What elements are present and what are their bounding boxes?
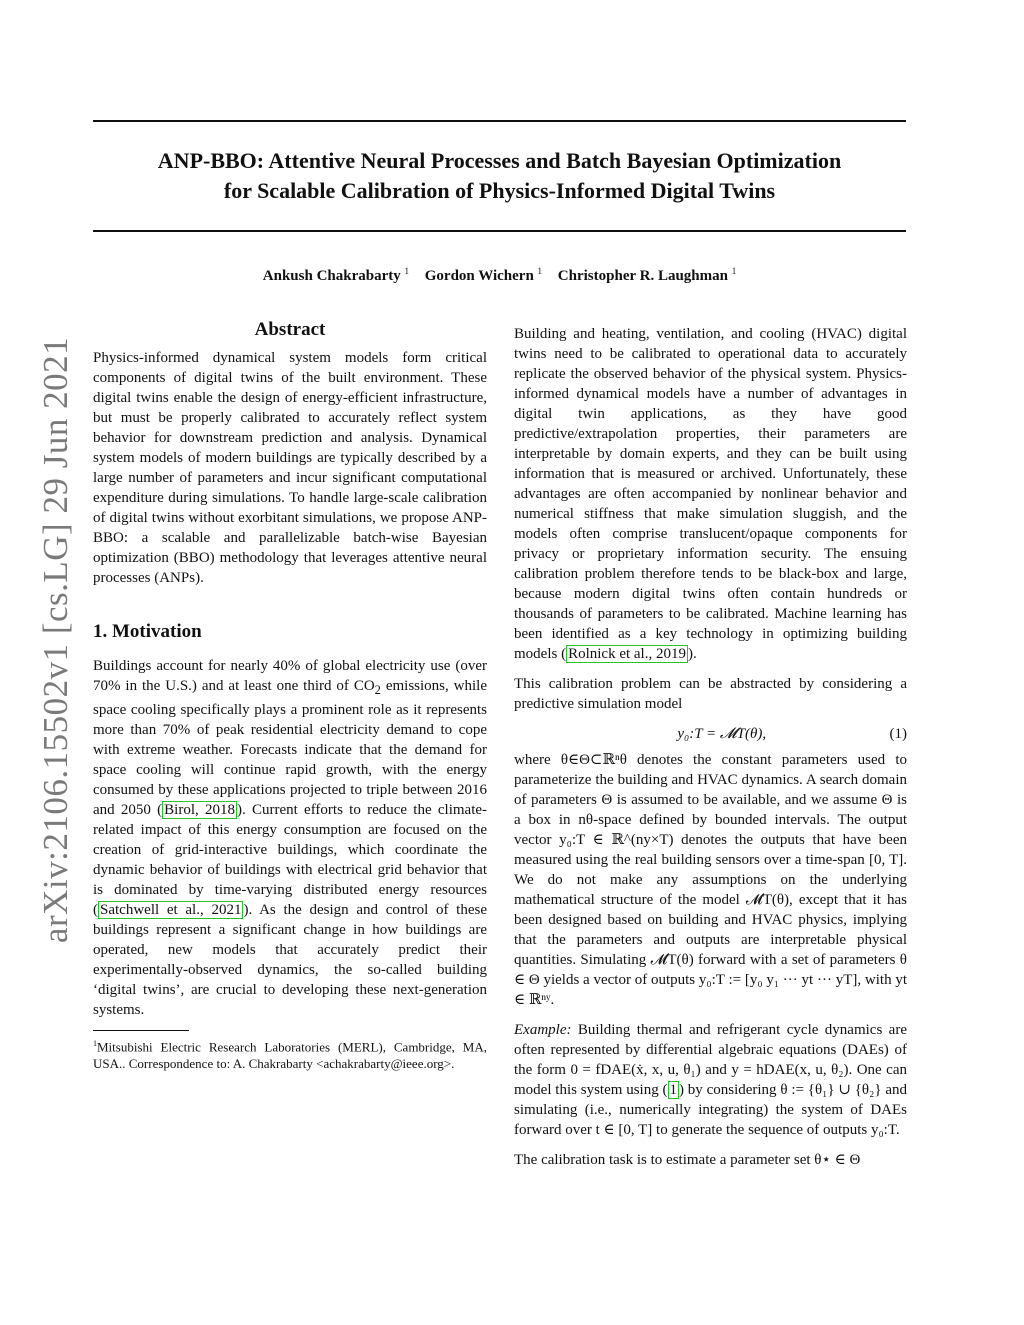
paragraph: Building and heating, ventilation, and cooling (HVAC) digital twins need to be calibrated to operational data to accurately replicate the observed behavior of the physical system. Physics-informed dynamical models have a number of advantages in digital twin applications, as they have good predictive/extrapolation properties, their parameters are interpretable by domain experts, and they can be built using information that is measured or archived. Unfortunately, these advantages are often accompanied by nonlinear behavior and numerical stiffness that make simulation sluggish, and the models often comprise translucent/opaque components for privacy or proprietary information security. The ensuing calibration problem therefore tends to be black-box and large, because modern digital twins often contain hundreds or thousands of parameters to be calibrated. Machine learning has been identified as a key technology in optimizing building models ( Rolnick et al., 2019 ). [514, 326, 907, 662]
author: Ankush Chakrabarty $^1$ [262, 266, 409, 284]
citation-link[interactable]: Rolnick et al., 2019 [568, 646, 686, 662]
right-column [514, 324, 907, 1180]
citation-link[interactable]: Birol, 2018 [164, 802, 235, 818]
title-top-rule [93, 120, 906, 122]
title-line-2: for Scalable Calibration of Physics-Informed Digital Twins [223, 178, 776, 203]
equation-number: (1) [889, 726, 907, 742]
arxiv-identifier: arXiv:2106.15502v1 [cs.LG] 29 Jun 2021 [36, 336, 75, 944]
citation-link[interactable]: Satchwell et al., 2021 [100, 902, 242, 918]
paragraph: The calibration task is to estimate a parameter set θ⋆ ∈ Θ [514, 1152, 861, 1168]
motivation-paragraph: Buildings account for nearly 40% of global electricity use (over 70% in the U.S.) and at least one third of $CO_2$ emissions, while space cooling specifically plays a prominent role as it represents more than 70% of peak residential electricity demand to cope with extreme weather. Forecasts indicate that the demand for space cooling will continue rapid growth, with the energy consumed by these applications projected to triple between 2016 and 2050 ( Birol, 2018 ). Current efforts to reduce the climate-related impact of this energy consumption are focused on the creation of grid-interactive buildings, which coordinate the dynamic behavior of buildings with electrical grid behavior that is dominated by time-varying distributed energy resources ( Satchwell et al., 2021 ). As the design and control of these buildings represent a significant change in how buildings are operated, new models that accurately predict their experimentally-observed dynamics, the so-called building ‘digital twins’, are crucial to developing these next-generation systems. [93, 658, 488, 1018]
title-line-1: ANP-BBO: Attentive Neural Processes and Batch Bayesian Optimization [157, 148, 842, 173]
equation-expression: y₀:T = 𝓜T(θ), [677, 726, 767, 742]
abstract-text: Physics-informed dynamical system models form critical components of digital twins of the built environment. These digital twins enable the design of energy-efficient infrastructure, but must be properly calibrated to accurately reflect system behavior for downstream prediction and analysis. Dynamical system models of modern buildings are typically described by a large number of parameters and incur significant computational expenditure during simulations. To handle large-scale calibration of digital twins without exorbitant simulations, we propose ANP-BBO: a scalable and parallelizable batch-wise Bayesian optimization (BBO) methodology that leverages attentive neural processes (ANPs). [93, 350, 487, 586]
footnote-rule [93, 1030, 189, 1031]
footnote: $^1$Mitsubishi Electric Research Laboratories (MERL), Cambridge, MA, USA.. Correspondence to: A. Chakrabarty <achakrabarty@ieee.org>. [93, 1039, 487, 1072]
author: Gordon Wichern $^1$ [424, 266, 543, 284]
paragraph: Example: Building thermal and refrigerant cycle dynamics are often represented by differential algebraic equations (DAEs) of the form 0 = fDAE(ẋ, x, u, θ₁) and y = hDAE(x, u, θ₂). One can model this system using ( 1 ) by considering θ := {θ₁} ∪ {θ₂} and simulating (i.e., numerically integrating) the system of DAEs forward over t ∈ [0, T] to generate the sequence of outputs y₀:T. [514, 1022, 907, 1138]
paper-title [93, 146, 906, 206]
author: Christopher R. Laughman $^1$ [557, 266, 737, 284]
equation-1 [514, 724, 907, 744]
section-heading-motivation: 1. Motivation [93, 621, 202, 642]
author-list [93, 266, 906, 285]
abstract-heading: Abstract [254, 319, 326, 340]
paragraph: This calibration problem can be abstracted by considering a predictive simulation model [514, 676, 907, 712]
title-bottom-rule [93, 230, 906, 232]
paragraph: where θ∈Θ⊂ℝⁿθ denotes the constant parameters used to parameterize the building and HVAC dynamics. A search domain of parameters Θ is assumed to be available, and we assume Θ is a box in nθ-space defined by bounded intervals. The output vector y₀:T ∈ ℝ^(ny×T) denotes the outputs that have been measured using the real building sensors over a time-span [0, T]. We do not make any assumptions on the underlying mathematical structure of the model 𝓜T(θ), except that it has been designed based on building and HVAC physics, implying that the parameters and outputs are interpretable physical quantities. Simulating 𝓜T(θ) forward with a set of parameters θ ∈ Θ yields a vector of outputs y₀:T := [y₀ y₁ ··· yt ··· yT], with yt ∈ ℝⁿʸ. [514, 752, 907, 1008]
left-column [93, 320, 487, 1072]
equation-reference-link[interactable]: 1 [669, 1082, 677, 1098]
